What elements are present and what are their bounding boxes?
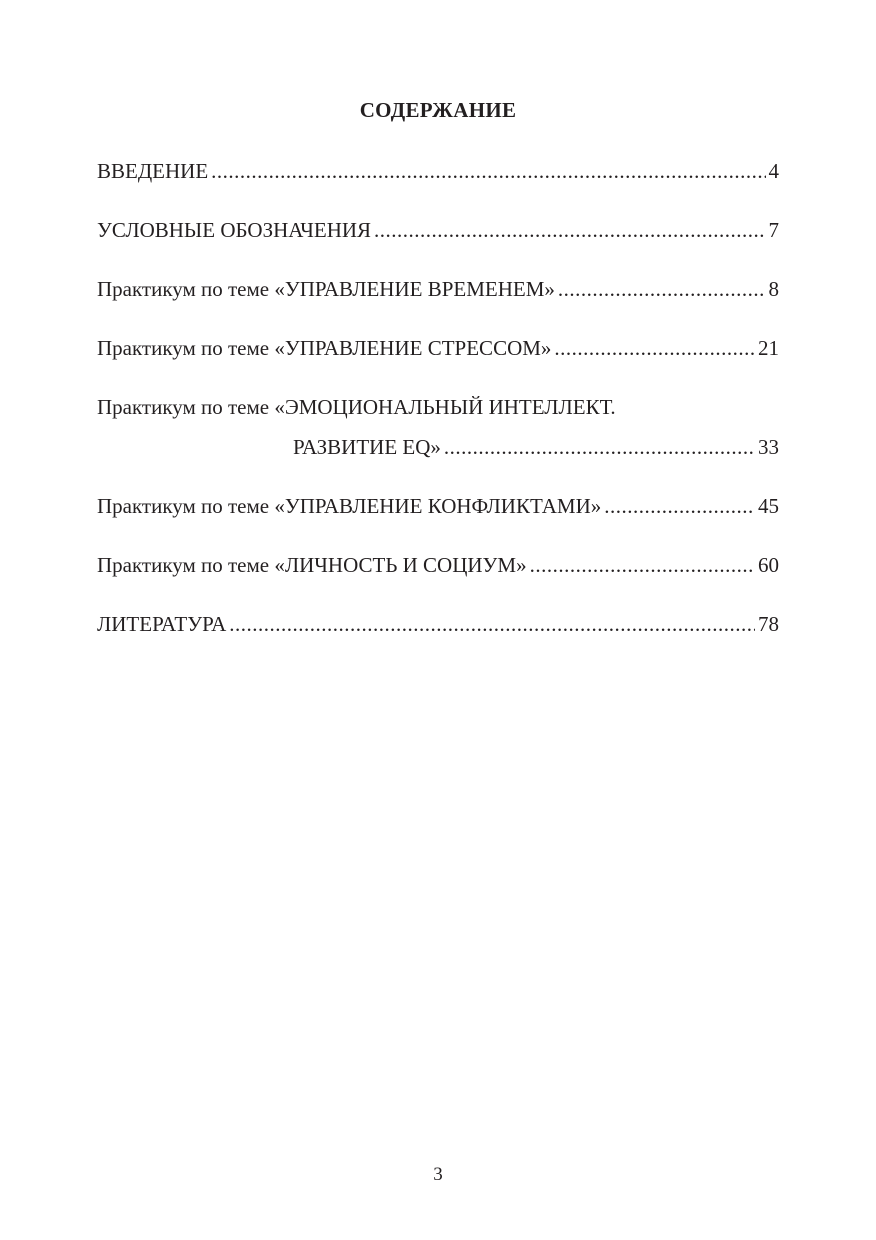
toc-entry-page: 60 [758, 553, 779, 577]
toc-entry-personality-society[interactable] [97, 551, 779, 579]
table-of-contents [97, 157, 779, 638]
toc-entry-text: Практикум по теме «ЛИЧНОСТЬ И СОЦИУМ» [97, 553, 527, 577]
toc-dot-leader [554, 334, 755, 362]
toc-dot-leader [444, 433, 755, 461]
toc-entry-text: ВВЕДЕНИЕ [97, 159, 209, 183]
toc-entry-text: ЛИТЕРАТУРА [97, 612, 227, 636]
toc-dot-leader [604, 492, 755, 520]
toc-entry-text: Практикум по теме «УПРАВЛЕНИЕ КОНФЛИКТАМИ» [97, 494, 602, 518]
toc-entry-page: 78 [758, 612, 779, 636]
toc-entry-continuation [97, 433, 779, 461]
toc-entry-text-line2: РАЗВИТИЕ EQ» [293, 435, 441, 459]
toc-entry-page: 33 [758, 435, 779, 459]
toc-entry-introduction[interactable] [97, 157, 779, 185]
toc-entry-text: Практикум по теме «УПРАВЛЕНИЕ СТРЕССОМ» [97, 336, 552, 360]
toc-entry-page: 4 [768, 159, 779, 183]
toc-entry-text: Практикум по теме «УПРАВЛЕНИЕ ВРЕМЕНЕМ» [97, 277, 555, 301]
toc-entry-page: 21 [758, 336, 779, 360]
toc-entry-conflict-management[interactable] [97, 492, 779, 520]
toc-dot-leader [211, 157, 765, 185]
toc-entry-text: УСЛОВНЫЕ ОБОЗНАЧЕНИЯ [97, 218, 372, 242]
toc-dot-leader [229, 610, 755, 638]
page-title: СОДЕРЖАНИЕ [359, 98, 517, 122]
toc-entry-legend[interactable] [97, 216, 779, 244]
toc-dot-leader [530, 551, 755, 579]
toc-entry-page: 45 [758, 494, 779, 518]
toc-entry-emotional-intelligence[interactable] [97, 393, 779, 461]
toc-dot-leader [558, 275, 766, 303]
page-number: 3 [433, 1164, 443, 1185]
toc-entry-time-management[interactable] [97, 275, 779, 303]
toc-entry-stress-management[interactable] [97, 334, 779, 362]
toc-entry-page: 7 [768, 218, 779, 242]
toc-dot-leader [374, 216, 765, 244]
toc-entry-text-line1: Практикум по теме «ЭМОЦИОНАЛЬНЫЙ ИНТЕЛЛЕКТ. [97, 395, 616, 419]
toc-entry-page: 8 [768, 277, 779, 301]
toc-entry-literature[interactable] [97, 610, 779, 638]
